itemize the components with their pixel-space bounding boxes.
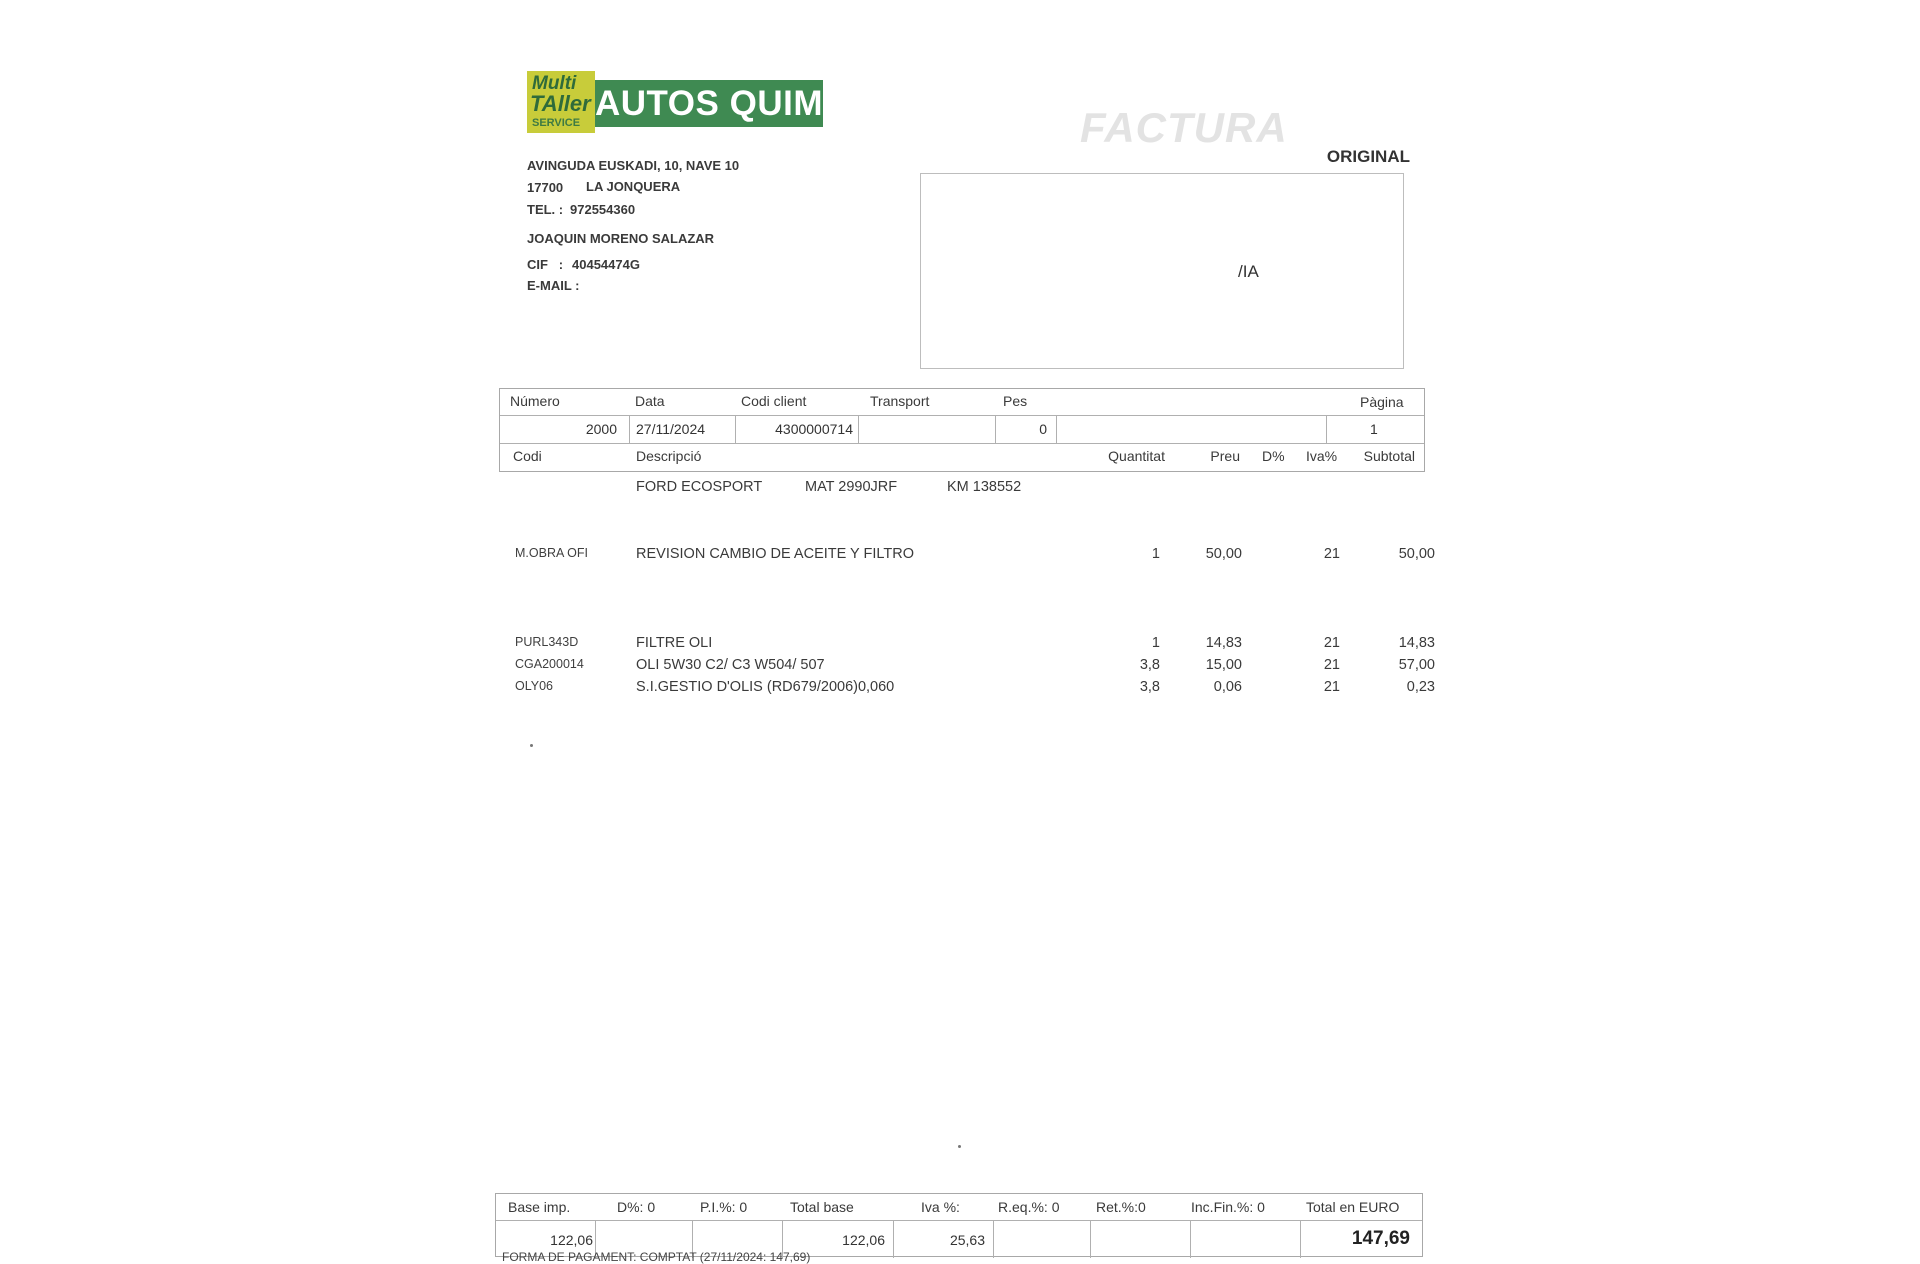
- item-qty: 1: [1151, 546, 1160, 562]
- info-divider: [500, 415, 1424, 416]
- totals-total-base-label: Total base: [790, 1199, 854, 1215]
- header-pagina: Pàgina: [1360, 394, 1404, 410]
- company-address: AVINGUDA EUSKADI, 10, NAVE 10: [527, 158, 740, 173]
- item-subtotal: 0,23: [1406, 679, 1435, 695]
- totals-euro-label: Total en EURO: [1306, 1199, 1400, 1215]
- item-description: REVISION CAMBIO DE ACEITE Y FILTRO: [636, 546, 914, 562]
- item-subtotal: 50,00: [1398, 546, 1435, 562]
- info-divider: [735, 415, 736, 443]
- totals-divider: [1300, 1220, 1301, 1258]
- totals-req-label: R.eq.%: 0: [998, 1199, 1060, 1215]
- item-subtotal: 57,00: [1398, 657, 1435, 673]
- item-iva: 21: [1323, 635, 1340, 651]
- item-price: 0,06: [1213, 679, 1242, 695]
- column-discount: D%: [1262, 448, 1285, 464]
- item-code: M.OBRA OFI: [515, 546, 588, 560]
- item-qty: 3,8: [1139, 657, 1160, 673]
- document-title: FACTURA: [1080, 104, 1288, 151]
- totals-pi-label: P.I.%: 0: [700, 1199, 748, 1215]
- item-iva: 21: [1323, 679, 1340, 695]
- company-owner: JOAQUIN MORENO SALAZAR: [527, 231, 715, 246]
- payment-terms: FORMA DE PAGAMENT: COMPTAT (27/11/2024: 147,69): [502, 1250, 811, 1264]
- header-codi-client: Codi client: [741, 393, 807, 409]
- scan-speck: [958, 1145, 961, 1148]
- column-iva: Iva%: [1306, 448, 1338, 464]
- vehicle-model: FORD ECOSPORT: [636, 479, 763, 495]
- recipient-box: [920, 173, 1404, 369]
- company-tel-label: TEL. :: [527, 202, 564, 217]
- totals-iva-label: Iva %:: [921, 1199, 960, 1215]
- scan-speck: [530, 744, 533, 747]
- totals-ret-label: Ret.%:0: [1096, 1199, 1146, 1215]
- vehicle-plate: MAT 2990JRF: [805, 479, 898, 495]
- item-iva: 21: [1323, 546, 1340, 562]
- value-codi-client: 4300000714: [775, 421, 853, 437]
- totals-discount-label: D%: 0: [617, 1199, 656, 1215]
- copy-label: ORIGINAL: [1326, 147, 1410, 166]
- totals-divider: [993, 1220, 994, 1258]
- item-qty: 3,8: [1139, 679, 1160, 695]
- header-numero: Número: [510, 393, 560, 409]
- column-quantitat: Quantitat: [1108, 448, 1165, 464]
- info-divider: [629, 415, 630, 443]
- company-cif-label: CIF :: [527, 257, 564, 272]
- item-description: OLI 5W30 C2/ C3 W504/ 507: [636, 657, 825, 673]
- totals-divider: [1090, 1220, 1091, 1258]
- totals-total-base: 122,06: [842, 1232, 885, 1248]
- value-pagina: 1: [1370, 421, 1378, 437]
- item-price: 14,83: [1205, 635, 1242, 651]
- logo-name: AUTOS QUIM: [595, 80, 823, 127]
- logo-badge-line1: Multi: [532, 73, 577, 94]
- value-pes: 0: [1039, 421, 1047, 437]
- item-qty: 1: [1151, 635, 1160, 651]
- item-price: 15,00: [1205, 657, 1242, 673]
- totals-base-imp-label: Base imp.: [508, 1199, 571, 1215]
- info-divider: [1326, 415, 1327, 443]
- recipient-text: /IA: [1238, 262, 1259, 281]
- column-preu: Preu: [1210, 448, 1240, 464]
- company-cif: 40454474G: [572, 257, 640, 272]
- info-divider: [1056, 415, 1057, 443]
- header-pes: Pes: [1003, 393, 1028, 409]
- totals-divider: [496, 1220, 1422, 1221]
- item-iva: 21: [1323, 657, 1340, 673]
- logo-badge-line2: TAller: [530, 91, 591, 116]
- logo-badge: [527, 71, 595, 133]
- logo-badge-line3: SERVICE: [532, 117, 581, 129]
- info-divider: [995, 415, 996, 443]
- totals-incfin-label: Inc.Fin.%: 0: [1191, 1199, 1265, 1215]
- info-divider: [858, 415, 859, 443]
- company-postal-code: 17700: [527, 180, 564, 195]
- column-codi: Codi: [513, 448, 542, 464]
- company-logo: [527, 71, 823, 133]
- totals-divider: [893, 1220, 894, 1258]
- item-description: FILTRE OLI: [636, 635, 713, 651]
- item-code: CGA200014: [515, 657, 584, 671]
- header-data: Data: [635, 393, 665, 409]
- company-email-label: E-MAIL :: [527, 278, 580, 293]
- item-code: PURL343D: [515, 635, 579, 649]
- value-data: 27/11/2024: [636, 421, 706, 437]
- value-numero: 2000: [585, 421, 617, 437]
- header-transport: Transport: [870, 393, 930, 409]
- item-subtotal: 14,83: [1398, 635, 1435, 651]
- company-tel: 972554360: [570, 202, 636, 217]
- item-code: OLY06: [515, 679, 553, 693]
- column-subtotal: Subtotal: [1363, 448, 1415, 464]
- item-price: 50,00: [1205, 546, 1242, 562]
- vehicle-km: KM 138552: [947, 479, 1022, 495]
- column-descripcio: Descripció: [636, 448, 702, 464]
- item-description: S.I.GESTIO D'OLIS (RD679/2006)0,060: [636, 679, 895, 695]
- totals-base-imp: 122,06: [550, 1232, 593, 1248]
- info-divider: [500, 443, 1424, 444]
- totals-iva-amount: 25,63: [949, 1232, 985, 1248]
- totals-divider: [1190, 1220, 1191, 1258]
- totals-total-euro: 147,69: [1351, 1228, 1410, 1249]
- company-city: LA JONQUERA: [586, 179, 681, 194]
